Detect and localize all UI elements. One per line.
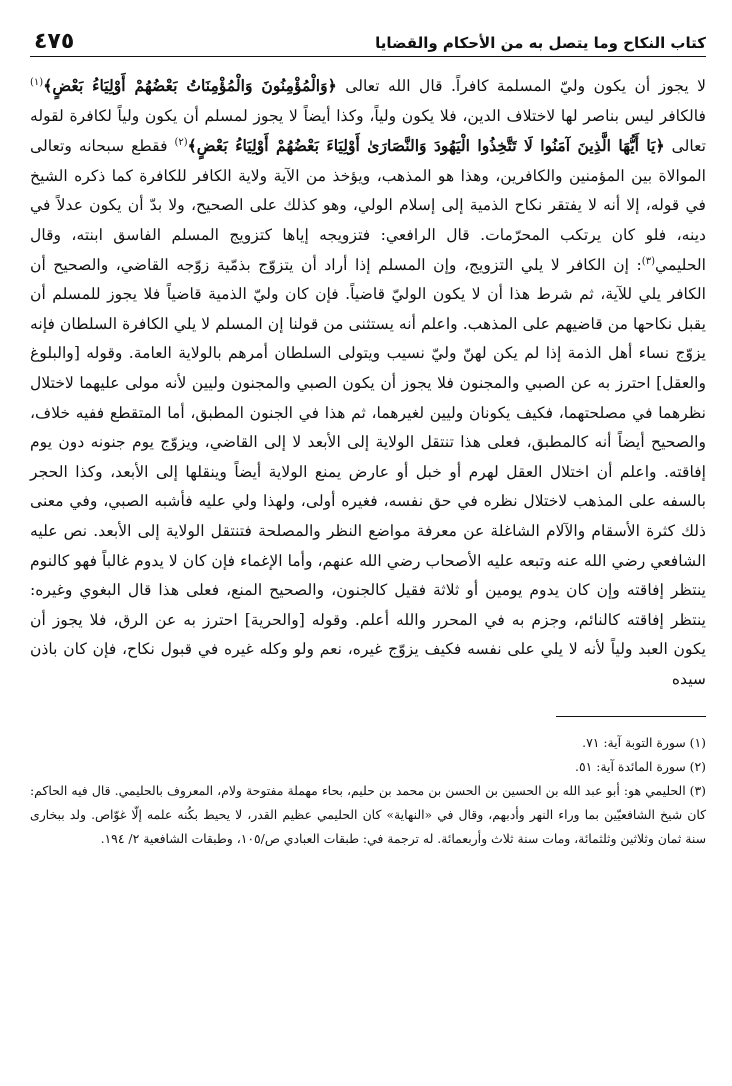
footnote-number: (١) — [689, 735, 706, 751]
text-segment: فالكافر ليس بناصر لها لاختلاف الدين، فلا يكون ولياً، وكذا أيضاً لا يجوز لمسلم أن يكون ولياً لكافرة لقوله تعالى — [30, 106, 706, 156]
quran-verse: ﴿وَالْمُؤْمِنُونَ وَالْمُؤْمِنَاتُ بَعْضُهُمْ أَوْلِيَاءُ بَعْضٍ﴾ — [43, 76, 337, 95]
footnote — [30, 779, 706, 851]
footnote-text: سورة المائدة آية: ٥١. — [575, 759, 686, 775]
running-title: كتاب النكاح وما يتصل به من الأحكام والقضايا — [375, 34, 706, 52]
footnote-text: الحليمي هو: أبو عبد الله بن الحسين بن الحسن بن محمد بن حليم، بحاء مهملة مفتوحة ولام، المعروف بالحليمي. قال فيه الحاكم: كان شيخ الشافعيّين بما وراء النهر وأدبهم، وقال في «النهاية» كان الحليمي عظيم القدر، لا يحيط بكُنه علمه إلّا غوّاص. ولد ببخارى سنة ثمان وثلاثين وثلثمائة، ومات سنة ثلاث وأربعمائة. له ترجمة في: طبقات العبادي ص/١٠٥، وطبقات الشافعية ٢/ ١٩٤. — [30, 783, 706, 847]
text-segment: : إن الكافر لا يلي التزويج، وإن المسلم إذا أراد أن يتزوّج بذمّية زوّجه القاضي، والصحيح أن الكافر يلي للآية، ثم شرط هذا أن لا يكون الوليّ قاضياً. فإن كان وليّ الذمية قاضياً فلا يجوز للمسلم أن يقبل نكاحها من قاضيهم على المذهب. واعلم أنه يستثنى من قولنا إن المسلم لا يلي الكافرة السلطان فإنه يزوّج نساء أهل الذمة إذا لم يكن لهنّ وليّ نسيب ويتولى السلطان أمرهم بالولاية العامة. وقوله [والبلوغ والعقل] احترز به عن الصبي والمجنون فلا يجوز أن يكون الصبي والمجنون وليين لأنه مولى عليهما لاختلال نظرهما في مصلحتهما، فكيف يكونان وليين لغيرهما، ثم هذا في الجنون المطبق، أما المتقطع ففيه خلاف، والصحيح أيضاً أنه كالمطبق، فعلى هذا تنتقل الولاية إلى الأبعد لا إلى القاضي، ويزوّج يوم جنونه دون يوم إفاقته. واعلم أن اختلال العقل لهرم أو خبل أو عارض يمنع الولاية أيضاً وينقلها إلى الأبعد، وكذا الحجر بالسفه على المذهب لاختلال نظره في حق نفسه، فغيره أولى، ولهذا ولي عليه فأشبه الصبي، وفي معنى ذلك كثرة الأسقام والآلام الشاغلة عن معرفة مواضع النظر والمصلحة فتنتقل الولاية إلى الأبعد. نص عليه الشافعي رضي الله عنه وتبعه عليه الأصحاب رضي الله عنهم، وأما الإغماء فإن كان لا يدوم غالباً فهو كالنوم ينتظر إفاقته وإن كان يدوم يومين أو ثلاثة فقيل كالجنون، والصحيح المنع، فعلى هذا قال البغوي وغيره: ينتظر إفاقته كالنائم، وجزم به في المحرر والله أعلم. وقوله [والحرية] احترز به عن الرق، فلا يجوز أن يكون العبد ولياً لأنه لا يلي على نفسه فكيف يزوّج غيره، نعم ولو وكله غيره في قبول نكاح، فإن كان باذن سيده — [30, 255, 706, 688]
page-header — [30, 22, 706, 57]
footnote-number: (٣) — [689, 783, 706, 799]
footnote — [30, 755, 706, 779]
footnote — [30, 731, 706, 755]
footnote-number: (٢) — [689, 759, 706, 775]
footnote-ref: (٢) — [174, 137, 188, 148]
footnote-ref: (٣) — [641, 255, 655, 267]
main-text — [30, 71, 706, 694]
footnote-text: سورة التوبة آية: ٧١. — [582, 735, 686, 751]
book-page — [30, 22, 706, 1062]
main-paragraph — [30, 71, 706, 694]
page-number: ٤٧٥ — [34, 29, 75, 54]
quran-verse: ﴿يَا أَيُّهَا الَّذِينَ آمَنُوا لَا تَتَّخِذُوا الْيَهُودَ وَالنَّصَارَىٰ أَوْلِيَاءَ بَعْضُهُمْ أَوْلِيَاءُ بَعْضٍ﴾ — [187, 136, 665, 156]
text-segment: فقطع سبحانه وتعالى الموالاة بين المؤمنين والكافرين، وهذا هو المذهب، ويؤخذ من الآية ولاية الكافر للكافرة كما ذكره الشيخ في قوله، إلا أنه لا يفتقر نكاح الذمية إلى إسلام الولي، وهو كذلك على الصحيح، ولا بدّ أن يكون عدلاً في دينه، فلو كان يرتكب المحرّمات. قال الرافعي: فتزويجه إياها كتزويج المسلم الفاسق ابنته، وقال الحليمي — [30, 137, 706, 274]
text-segment: لا يجوز أن يكون وليّ المسلمة كافراً. قال الله تعالى — [336, 77, 706, 95]
footnote-ref: (١) — [30, 76, 44, 88]
footnote-divider — [556, 716, 706, 717]
footnotes — [30, 731, 706, 851]
